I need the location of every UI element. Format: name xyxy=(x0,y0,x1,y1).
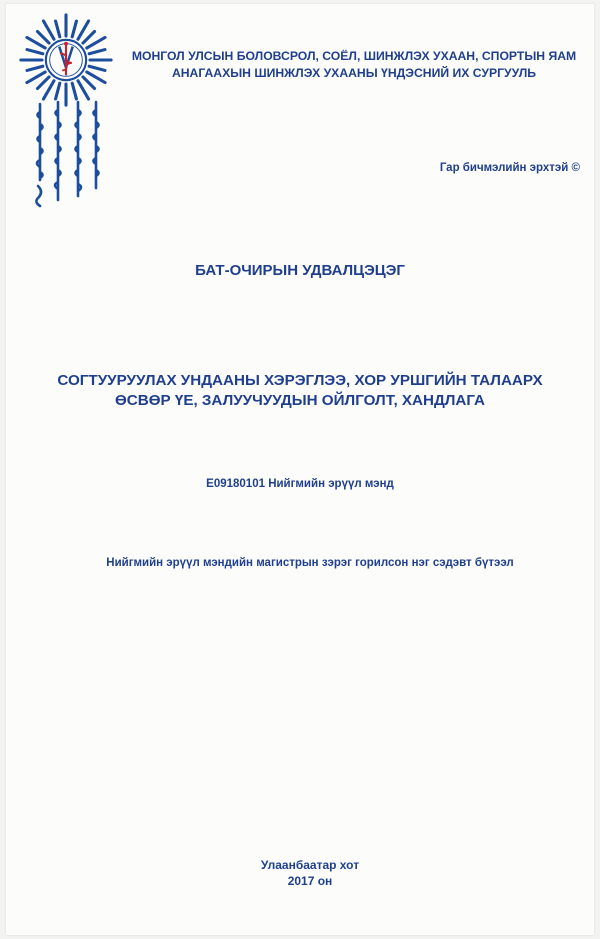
header-ministry-line: МОНГОЛ УЛСЫН БОЛОВСРОЛ, СОЁЛ, ШИНЖЛЭХ УХААН, СПОРТЫН ЯАМ xyxy=(131,49,577,63)
thesis-title-line-2: ӨСВӨР ҮЕ, ЗАЛУУЧУУДЫН ОЙЛГОЛТ, ХАНДЛАГА xyxy=(114,392,486,409)
place-and-year xyxy=(0,857,600,889)
author-name: БАТ-ОЧИРЫН УДВАЛЦЭЦЭГ xyxy=(195,262,405,279)
thesis-title xyxy=(0,371,600,411)
thesis-title-line-1: СОГТУУРУУЛАХ УНДААНЫ ХЭРЭГЛЭЭ, ХОР УРШГИЙН ТАЛААРХ xyxy=(57,372,543,389)
degree-statement: Нийгмийн эрүүл мэндийн магистрын зэрэг горилсон нэг сэдэвт бүтээл xyxy=(106,557,514,569)
university-emblem-icon xyxy=(18,12,114,108)
specialty-code: E09180101 Нийгмийн эрүүл мэнд xyxy=(206,478,394,490)
place: Улаанбаатар хот xyxy=(260,858,360,872)
ministry-header xyxy=(118,48,590,82)
copyright-notice: Гар бичмэлийн эрхтэй © xyxy=(439,162,580,174)
year: 2017 он xyxy=(287,874,333,888)
mongolian-script-emblem xyxy=(28,100,108,210)
header-university-line: АНАГААХЫН ШИНЖЛЭХ УХААНЫ ҮНДЭСНИЙ ИХ СУРГУУЛЬ xyxy=(171,66,537,80)
